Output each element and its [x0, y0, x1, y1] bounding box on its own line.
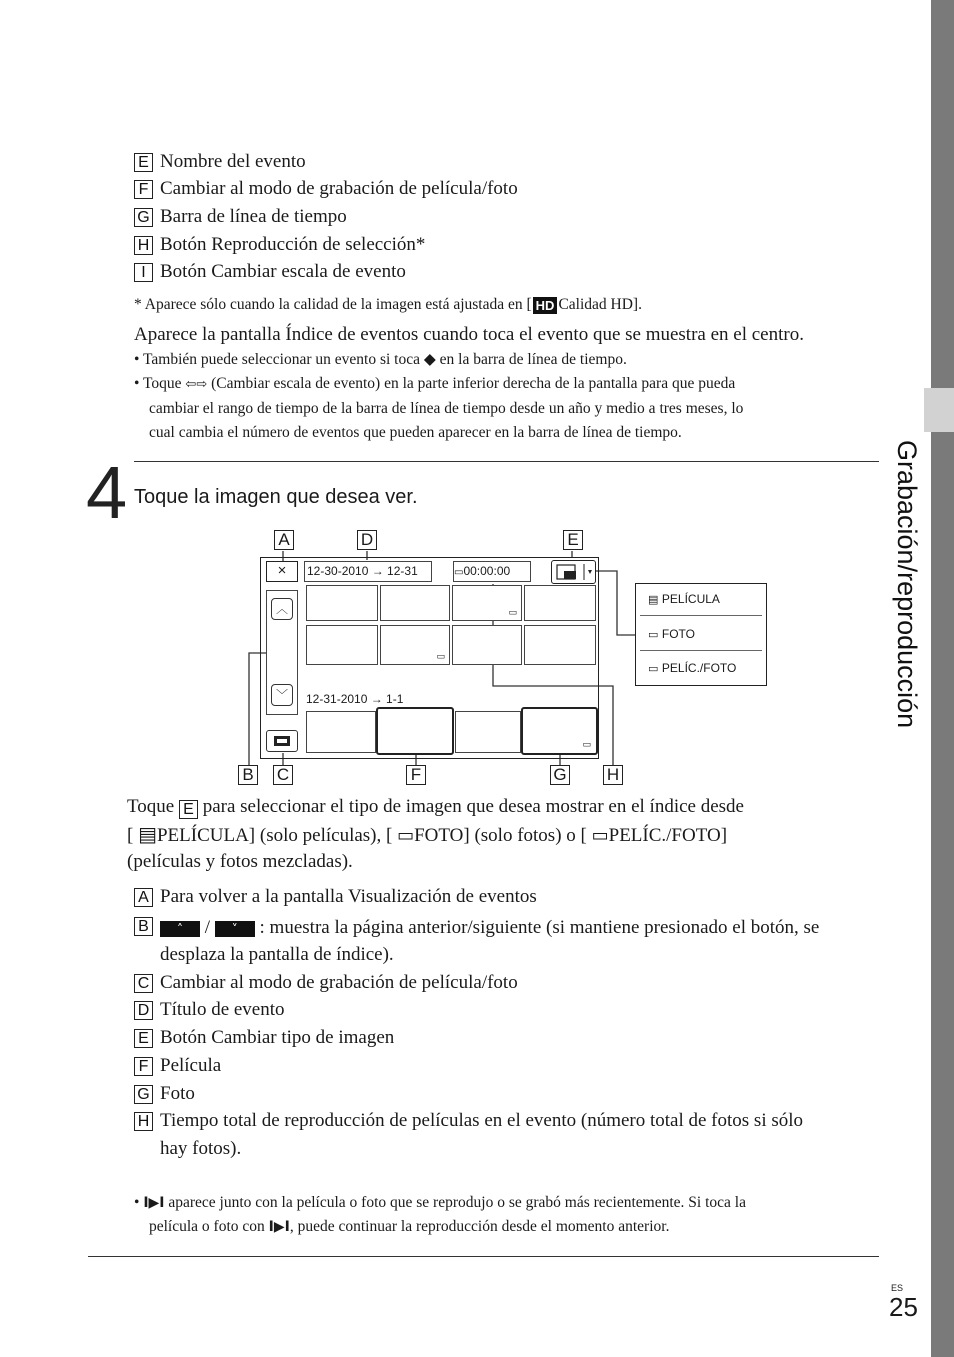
list-item: Cambiar al modo de grabación de película/foto — [160, 972, 518, 993]
event-title-2: 12-31-2010 → 1-1 — [306, 692, 404, 706]
key-f: F — [134, 180, 153, 199]
menu-divider — [640, 650, 762, 651]
up-button-icon: ˄ — [160, 921, 200, 937]
thumbnail[interactable] — [455, 711, 521, 753]
movie-photo-icon — [552, 561, 594, 583]
section-title-vertical: Grabación/reproducción — [892, 440, 922, 729]
side-bar — [931, 0, 954, 1357]
list-item: ˄ / ˅ : muestra la página anterior/siguiente (si mantiene presionado el botón, se — [160, 917, 819, 939]
thumbnail-photo[interactable] — [521, 707, 598, 755]
movie-photo-icon: ▭ — [591, 825, 609, 846]
key-c: C — [134, 974, 153, 993]
bullet-icon: • — [134, 351, 144, 368]
thumbnail[interactable] — [524, 585, 596, 621]
key-h: H — [134, 1112, 153, 1131]
toque-line-1: Toque E para seleccionar el tipo de imagen que desea mostrar en el índice desde — [127, 796, 744, 818]
divider — [134, 461, 879, 462]
image-type-menu — [635, 583, 767, 686]
intro-text: Aparece la pantalla Índice de eventos cuando toca el evento que se muestra en el centro. — [134, 324, 804, 345]
list-item: Foto — [160, 1083, 195, 1104]
hd-quality-icon: HD — [533, 297, 558, 314]
resume-icon: I▶I — [143, 1195, 165, 1211]
bottom-note: • I▶I aparece junto con la película o foto que se reprodujo o se grabó más recientemente. Si toca la película o foto con I▶I, puede continuar la reproducción desde el momento anterior. — [134, 1194, 746, 1235]
label-c: C — [273, 765, 293, 785]
side-bar-tab — [924, 388, 954, 432]
movie-photo-icon: ▭ — [648, 662, 662, 675]
label-a: A — [274, 530, 294, 550]
list-item: Botón Cambiar escala de evento — [160, 261, 406, 282]
list-item: Para volver a la pantalla Visualización de eventos — [160, 886, 537, 907]
step-number: 4 — [86, 451, 128, 534]
thumbnail[interactable] — [452, 625, 522, 665]
menu-divider — [640, 615, 762, 616]
bullet-item: • También puede seleccionar un evento si toca ◆ en la barra de línea de tiempo. — [134, 350, 627, 368]
photo-icon: ▭ — [582, 740, 591, 750]
footer-divider — [88, 1256, 879, 1257]
diamond-icon: ◆ — [423, 350, 436, 368]
label-d: D — [357, 530, 377, 550]
thumbnail-movie[interactable] — [376, 707, 454, 755]
list-item: Nombre del evento — [160, 151, 306, 172]
resume-icon: I▶I — [268, 1219, 290, 1235]
list-item: Botón Cambiar tipo de imagen — [160, 1027, 395, 1048]
film-icon: ▤ — [648, 593, 662, 606]
thumbnail[interactable] — [380, 585, 450, 621]
key-g: G — [134, 1085, 153, 1104]
close-button[interactable]: × — [266, 561, 298, 582]
list-item: Película — [160, 1055, 222, 1076]
camera-mode-icon — [267, 731, 297, 751]
scale-change-icon: ⇦⇨ — [185, 377, 208, 392]
photo-icon: ▭ — [508, 608, 517, 618]
label-g: G — [550, 765, 570, 785]
film-icon: ▤ — [138, 822, 157, 846]
key-b: B — [134, 917, 153, 936]
toque-line-3: (películas y fotos mezcladas). — [127, 851, 353, 872]
list-item: Barra de línea de tiempo — [160, 206, 347, 227]
chevron-down-icon: ﹀ — [275, 688, 288, 702]
photo-icon: ▭ — [436, 652, 445, 662]
list-item-cont: desplaza la pantalla de índice). — [160, 944, 394, 965]
thumbnail[interactable] — [306, 625, 378, 665]
list-item: Botón Reproducción de selección* — [160, 234, 426, 255]
total-time: ▭00:00:00 — [453, 561, 531, 582]
label-e: E — [563, 530, 583, 550]
key-h: H — [134, 236, 153, 255]
thumbnail[interactable] — [306, 585, 378, 621]
key-e: E — [134, 1029, 153, 1048]
key-i: I — [134, 263, 153, 282]
menu-item-movie-photo[interactable]: ▭ PELÍC./FOTO — [648, 661, 737, 675]
thumbnail[interactable] — [524, 625, 596, 665]
page-number: 25 — [889, 1292, 918, 1322]
list-item: Título de evento — [160, 999, 285, 1020]
toque-line-2: [ ▤PELÍCULA] (solo películas), [ ▭FOTO] (solo fotos) o [ ▭PELÍC./FOTO] — [127, 822, 728, 846]
label-h: H — [603, 765, 623, 785]
bullet-icon: • — [134, 375, 144, 392]
key-d: D — [134, 1001, 153, 1020]
film-icon: ▭ — [454, 567, 464, 578]
key-e: E — [134, 153, 153, 172]
photo-icon: ▭ — [397, 825, 415, 846]
chevron-up-icon: ︿ — [275, 602, 288, 616]
label-f: F — [406, 765, 426, 785]
thumbnail[interactable] — [452, 585, 522, 621]
image-type-button[interactable] — [551, 560, 596, 584]
photo-icon: ▭ — [648, 628, 662, 641]
bullet-icon: • — [134, 1194, 144, 1211]
event-title: 12-30-2010 → 12-31 — [304, 561, 432, 582]
key-f: F — [134, 1057, 153, 1076]
thumbnail[interactable] — [306, 711, 376, 753]
mode-switch-button[interactable] — [266, 730, 298, 752]
key-g: G — [134, 208, 153, 227]
label-b: B — [238, 765, 258, 785]
thumbnail[interactable] — [380, 625, 450, 665]
step-title: Toque la imagen que desea ver. — [134, 486, 418, 508]
menu-item-photo[interactable]: ▭ FOTO — [648, 627, 696, 641]
page-down-button[interactable] — [271, 684, 293, 706]
key-a: A — [134, 888, 153, 907]
down-button-icon: ˅ — [215, 921, 255, 937]
page-up-button[interactable] — [271, 598, 293, 620]
menu-item-movie[interactable]: ▤ PELÍCULA — [648, 592, 720, 606]
list-item: Tiempo total de reproducción de películas en el evento (número total de fotos si sólo — [160, 1110, 804, 1131]
bullet-item: • Toque ⇦⇨ (Cambiar escala de evento) en la parte inferior derecha de la pantalla para que pueda cambiar el rango de tiempo de la barra de línea de tiempo desde un año y medio a tres meses, lo cual cambia el número de eventos que pueden aparecer en la barra de línea de tiempo. — [134, 375, 744, 441]
language-code: ES — [891, 1283, 904, 1293]
list-item-cont: hay fotos). — [160, 1138, 242, 1159]
key-e: E — [179, 800, 198, 819]
list-item: Cambiar al modo de grabación de película/foto — [160, 178, 518, 199]
footnote: * Aparece sólo cuando la calidad de la imagen está ajustada en [ HD Calidad HD]. — [134, 296, 642, 313]
